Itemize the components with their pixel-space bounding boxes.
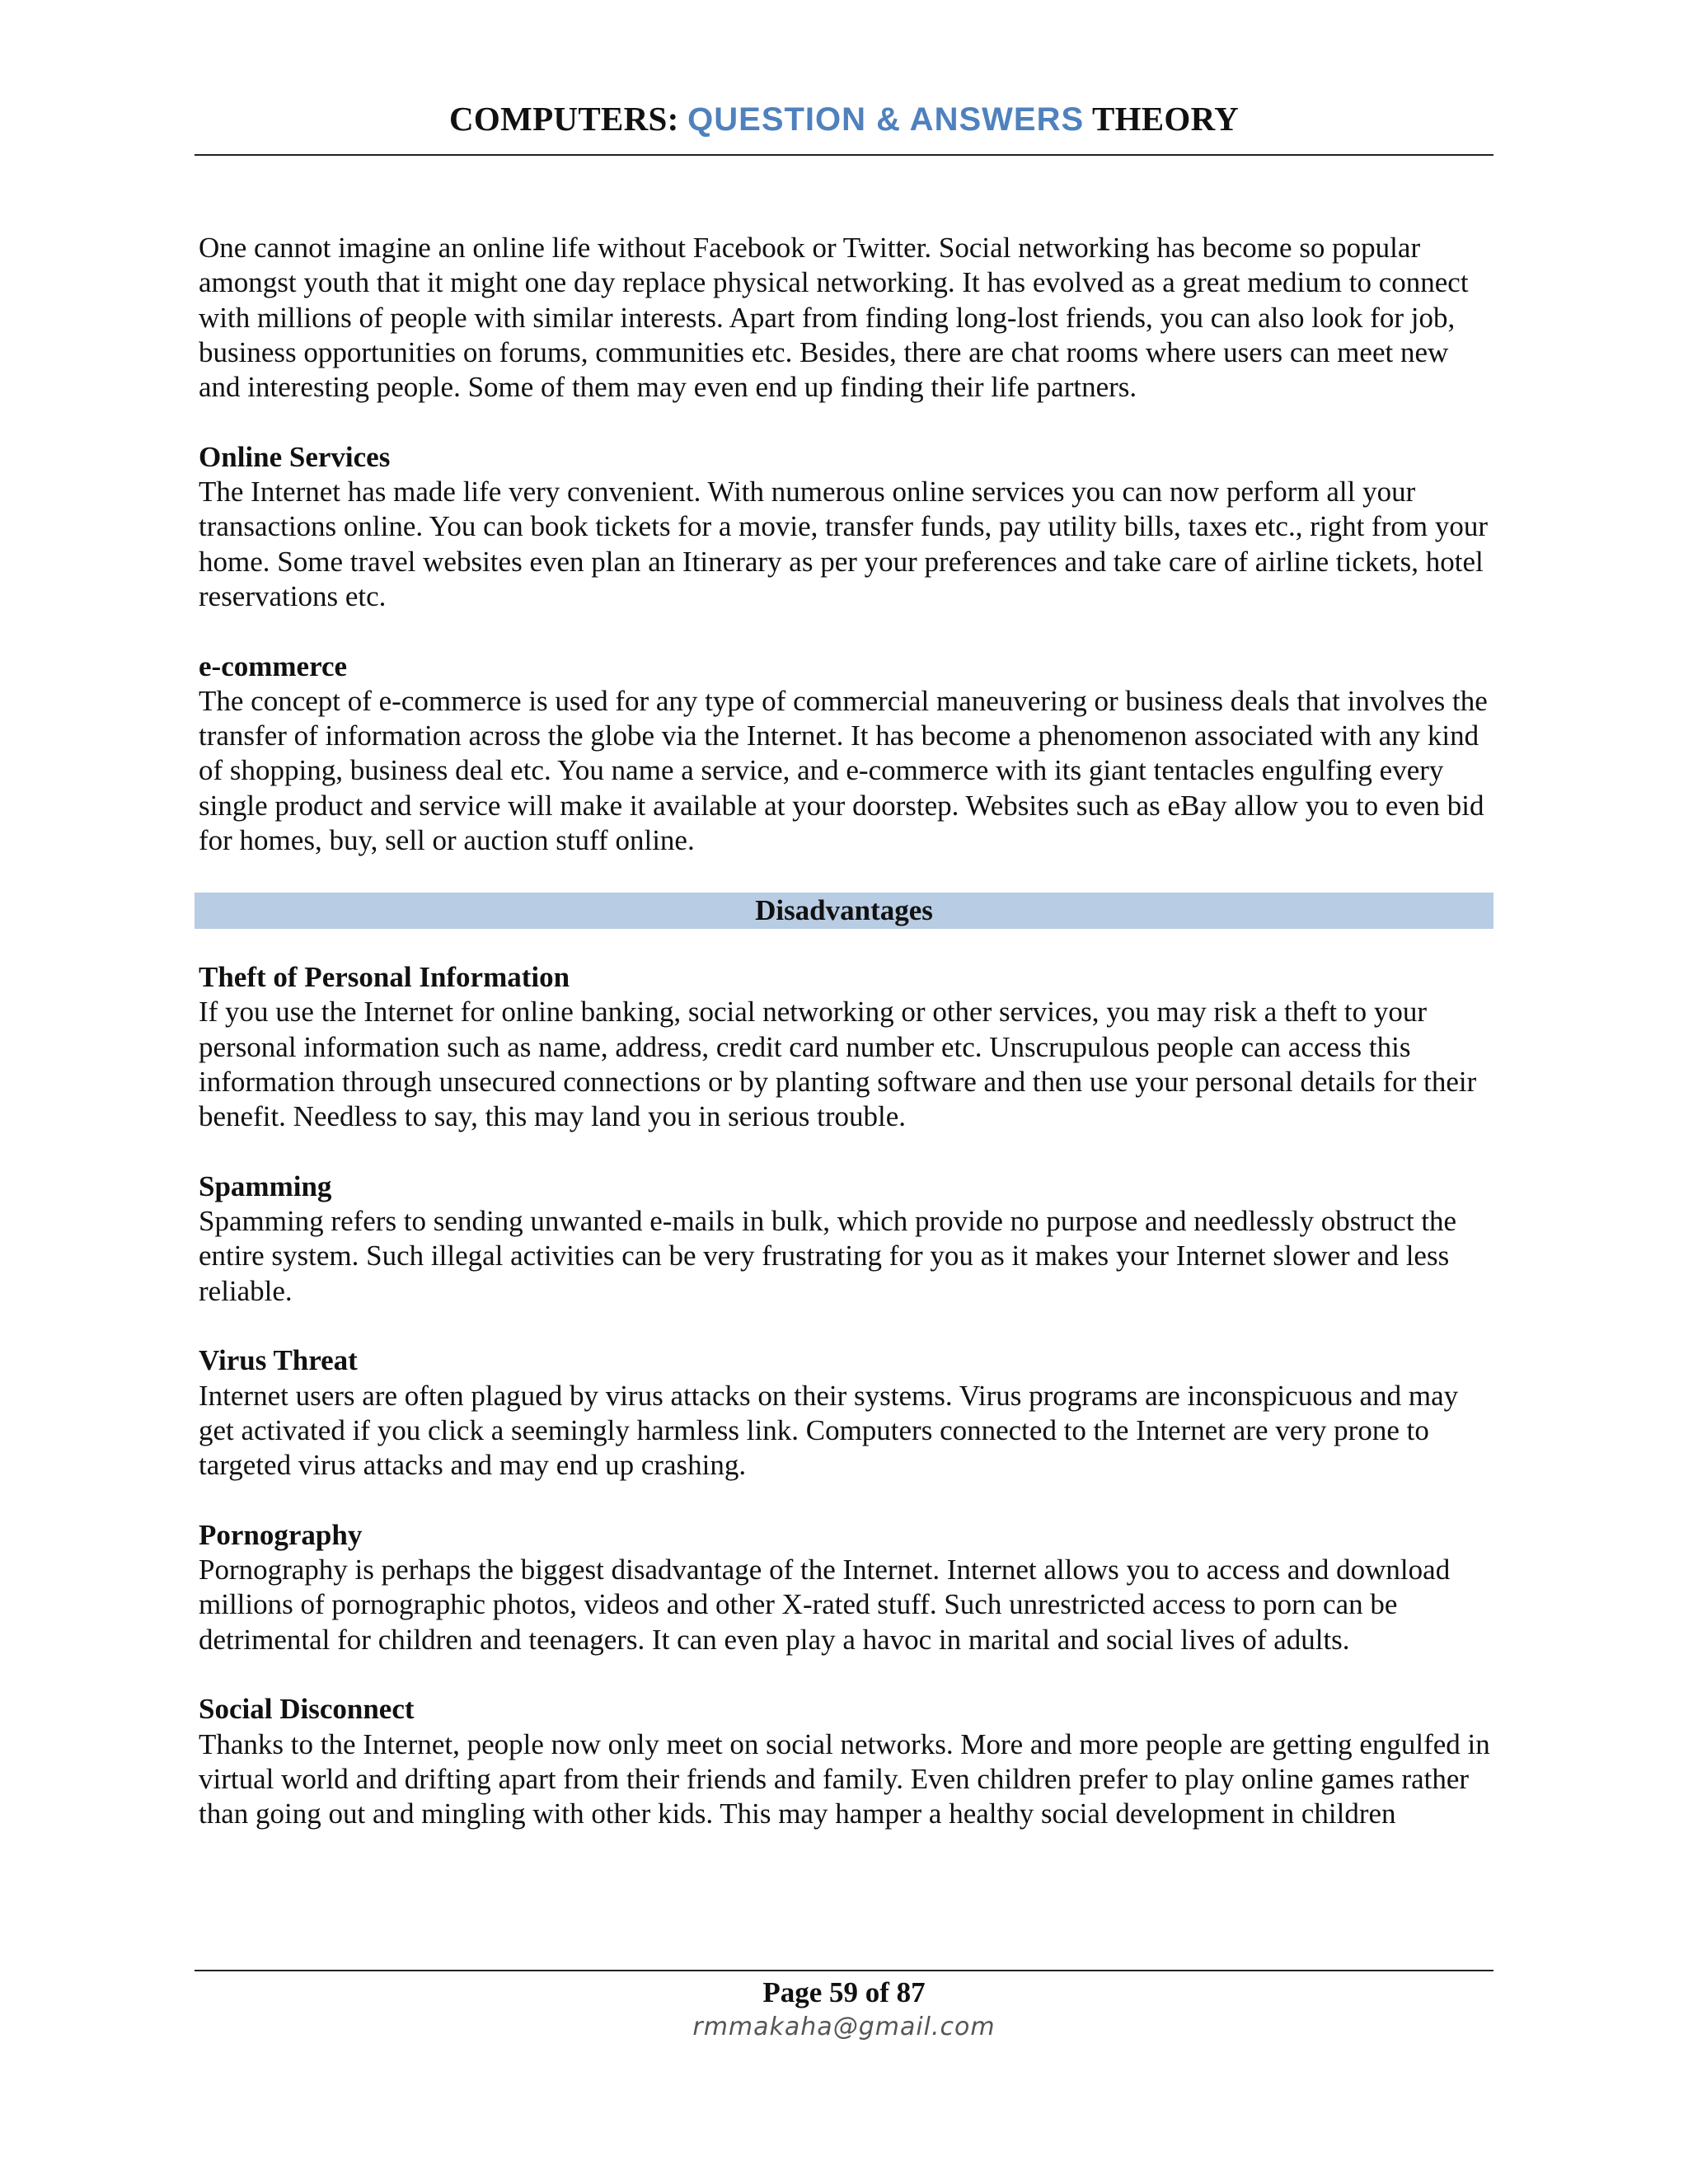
- header-prefix: COMPUTERS: [448, 100, 668, 138]
- section-heading: Social Disconnect: [199, 1693, 415, 1726]
- page-number: Page 59 of 87: [762, 1976, 926, 2008]
- section-virus-threat: [199, 1343, 1493, 1483]
- header-suffix: THEORY: [1084, 100, 1240, 138]
- section-text: The concept of e-commerce is used for any type of commercial maneuvering or business deals that involves the transfer of information across the globe via the Internet. It has become a phenomenon associated with any kind of shopping, business deal etc. You name a service, and e-commerce with its giant tentacles engulfing every single product and service will make it available at your doorstep. Websites such as eBay allow you to even bid for homes, buy, sell or auction stuff online.: [199, 684, 1488, 857]
- section-social-disconnect: [199, 1692, 1493, 1831]
- section-heading: Theft of Personal Information: [199, 961, 570, 993]
- section-text: The Internet has made life very convenient. With numerous online services you can now perform all your transactions online. You can book tickets for a movie, transfer funds, pay utility bills, taxes etc., right from your home. Some travel websites even plan an Itinerary as per your preferences and take care of airline tickets, hotel reservations etc.: [199, 476, 1488, 612]
- intro-paragraph: One cannot imagine an online life without Facebook or Twitter. Social networking has become so popular amongst youth that it might one day replace physical networking. It has evolved as a great medium to connect with millions of people with similar interests. Apart from finding long-lost friends, you can also look for job, business opportunities on forums, communities etc. Besides, there are chat rooms where users can meet new and interesting people. Some of them may even end up finding their life partners.: [199, 232, 1469, 404]
- section-e-commerce: [199, 649, 1493, 859]
- section-spamming: [199, 1169, 1493, 1309]
- section-heading: e-commerce: [199, 649, 348, 682]
- section-heading: Spamming: [199, 1169, 332, 1202]
- section-text: Thanks to the Internet, people now only meet on social networks. More and more people are getting engulfed in virtual world and drifting apart from their friends and family. Even children prefer to play online games rather than going out and mingling with other kids. This may hamper a healthy social development in children: [199, 1727, 1490, 1830]
- section-online-services: [199, 440, 1493, 614]
- section-theft: [199, 960, 1493, 1134]
- header-rule: [195, 154, 1493, 156]
- lower-content: [199, 960, 1493, 1867]
- upper-content: [199, 231, 1493, 893]
- section-pornography: [199, 1518, 1493, 1657]
- page-header: [195, 99, 1493, 138]
- section-heading: Virus Threat: [199, 1344, 358, 1377]
- footer-rule: [195, 1970, 1493, 1971]
- header-colon: :: [667, 100, 688, 138]
- author-email: rmmakaha@gmail.com: [692, 2013, 996, 2041]
- section-text: Internet users are often plagued by virus attacks on their systems. Virus programs are inconspicuous and may get activated if you click a seemingly harmless link. Computers connected to the Internet are very prone to targeted virus attacks and may end up crashing.: [199, 1379, 1459, 1482]
- section-text: If you use the Internet for online banking, social networking or other services, you may risk a theft to your personal information such as name, address, credit card number etc. Unscrupulous people can access this information through unsecured connections or by planting software and then use your personal details for their benefit. Needless to say, this may land you in serious trouble.: [199, 996, 1477, 1133]
- section-heading: Online Services: [199, 440, 391, 473]
- disadvantages-banner: Disadvantages: [195, 893, 1493, 929]
- header-accent: QUESTION & ANSWERS: [687, 101, 1085, 138]
- section-text: Spamming refers to sending unwanted e-mails in bulk, which provide no purpose and needlessly obstruct the entire system. Such illegal activities can be very frustrating for you as it makes your Internet slower and less reliable.: [199, 1205, 1457, 1307]
- section-text: Pornography is perhaps the biggest disadvantage of the Internet. Internet allows you to access and download millions of pornographic photos, videos and other X-rated stuff. Such unrestricted access to porn can be detrimental for children and teenagers. It can even play a havoc in marital and social lives of adults.: [199, 1554, 1451, 1656]
- section-heading: Pornography: [199, 1518, 363, 1551]
